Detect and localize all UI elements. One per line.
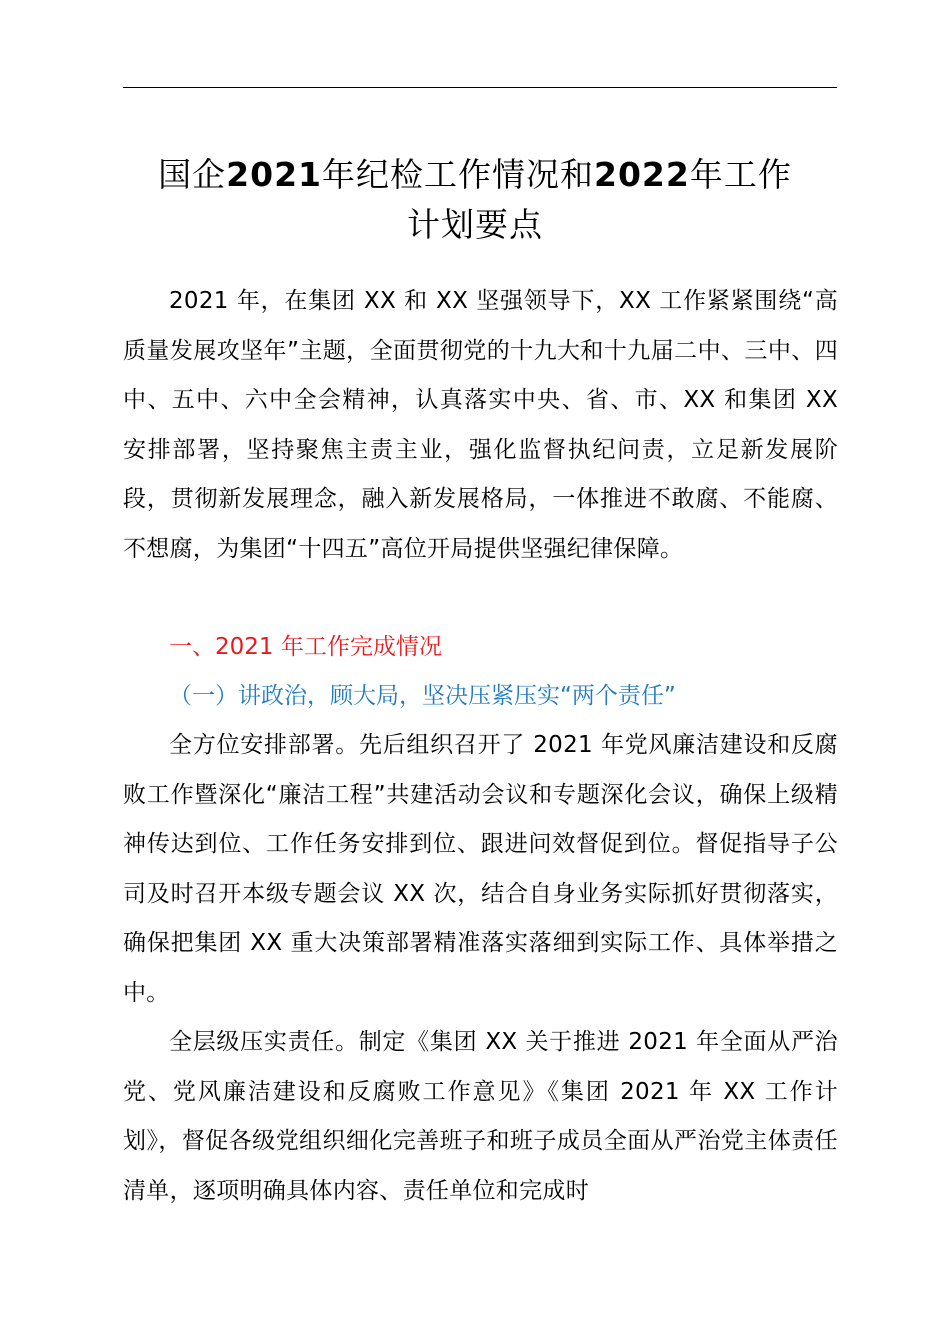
section-heading: 一、2021 年工作完成情况 — [169, 634, 442, 660]
body-paragraph-responsibility: 全层级压实责任。制定《集团 XX 关于推进 2021 年全面从严治党、党风廉洁建设和反腐败工作意见》《集团 2021 年 XX 工作计划》，督促各级党组织细化完善班子和班子成员全面从严治党主体责任清单，逐项明确具体内容、责任单位和完成时 — [123, 1029, 838, 1204]
title-text: 国企 — [158, 155, 227, 194]
intro-paragraph: 2021 年，在集团 XX 和 XX 坚强领导下，XX 工作紧紧围绕“高质量发展攻坚年”主题，全面贯彻党的十九大和十九届二中、三中、四中、五中、六中全会精神，认真落实中央、省、市、XX 和集团 XX 安排部署，坚持聚焦主责主业，强化监督执纪问责，立足新发展阶段，贯彻新发展理念，融入新发展格局，一体推进不敢腐、不能腐、不想腐，为集团“十四五”高位开局提供坚强纪律保障。 — [123, 288, 838, 562]
title-text: 年工作 — [689, 155, 792, 194]
subsection-heading: （一）讲政治，顾大局，坚决压紧压实“两个责任” — [169, 683, 676, 709]
document-title — [110, 150, 840, 250]
header-rule — [123, 87, 837, 88]
body-paragraph-deployment: 全方位安排部署。先后组织召开了 2021 年党风廉洁建设和反腐败工作暨深化“廉洁工程”共建活动会议和专题深化会议，确保上级精神传达到位、工作任务安排到位、跟进问效督促到位。督促指导子公司及时召开本级专题会议 XX 次，结合自身业务实际抓好贯彻落实，确保把集团 XX 重大决策部署精准落实落细到实际工作、具体举措之中。 — [123, 732, 838, 1006]
title-line-2: 计划要点 — [407, 205, 543, 244]
title-year-2021: 2021 — [226, 155, 322, 194]
title-text: 年纪检工作情况和 — [322, 155, 594, 194]
title-year-2022: 2022 — [594, 155, 690, 194]
